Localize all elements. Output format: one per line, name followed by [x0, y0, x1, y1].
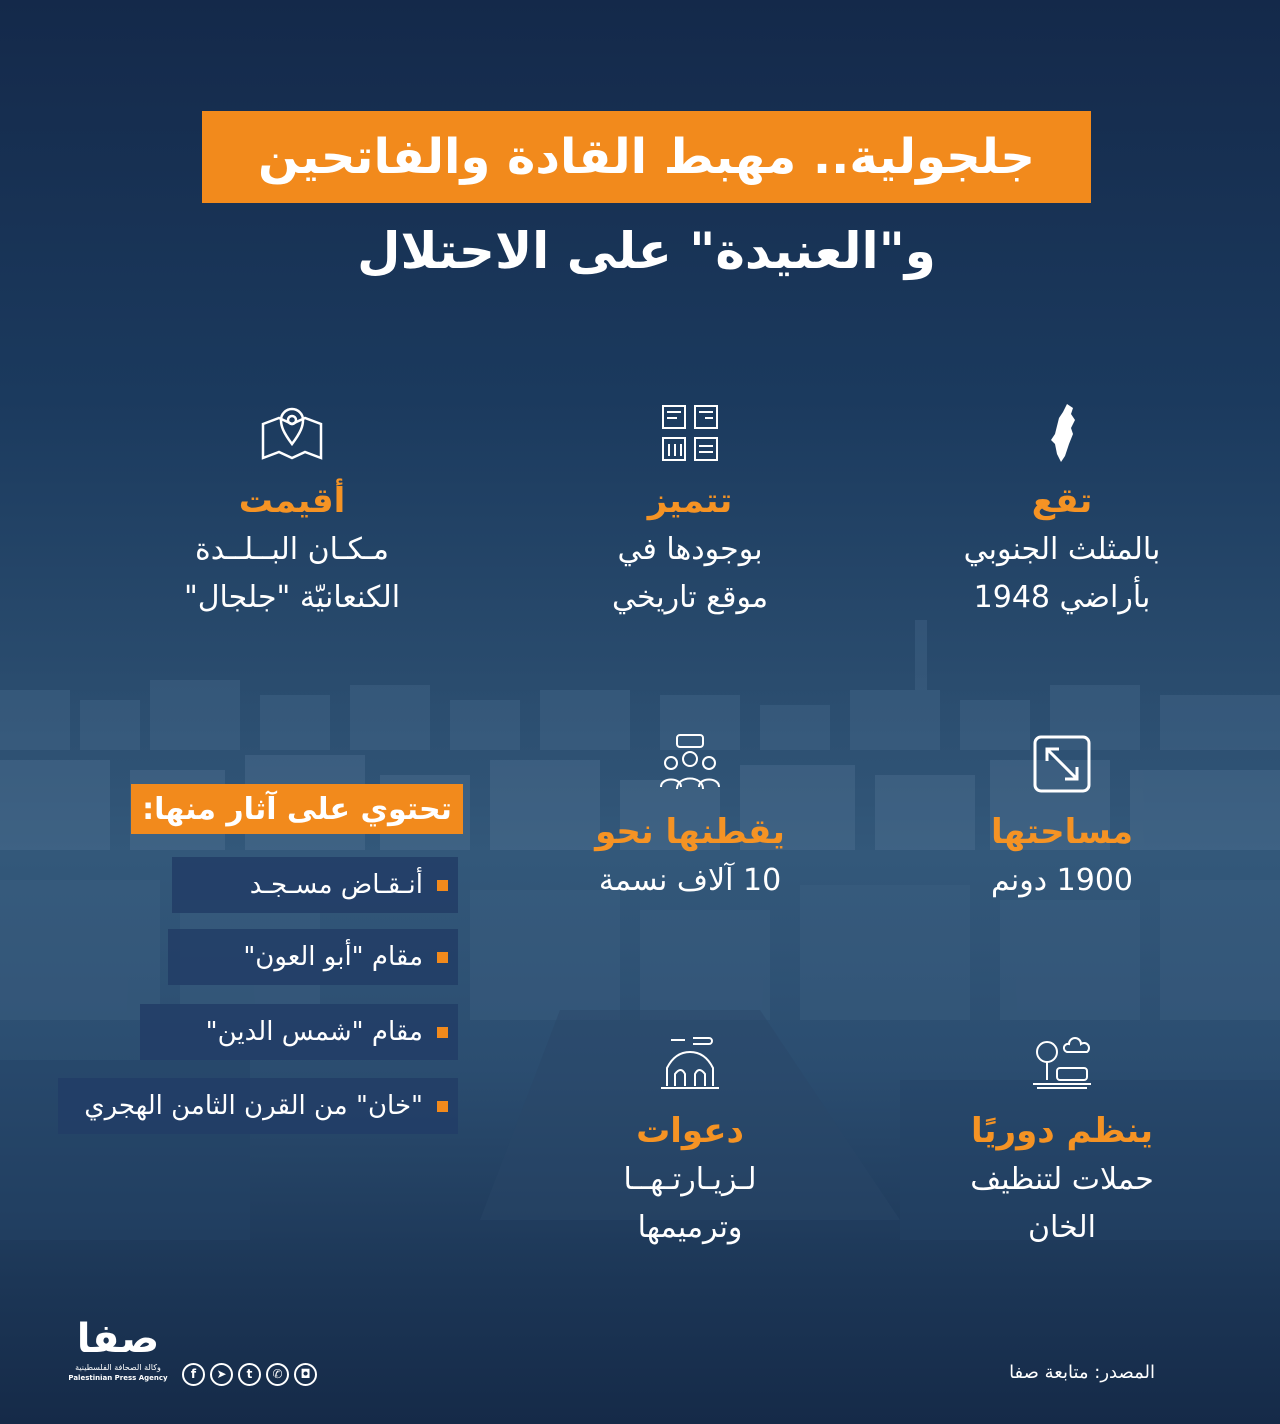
- map-pin-icon: [259, 400, 325, 466]
- feature-desc: لـزيـارتـهــا وترميمها: [623, 1162, 757, 1245]
- antiquities-item-text: مقام "شمس الدين": [205, 1017, 423, 1047]
- feature-title: أقيمت: [238, 481, 346, 521]
- historic-site-icon: [657, 400, 723, 466]
- population-icon: [657, 731, 723, 797]
- feature-title: دعوات: [636, 1111, 744, 1151]
- feature-desc: 1900 دونم: [990, 863, 1134, 898]
- antiquities-item-text: مقام "أبو العون": [243, 942, 423, 972]
- feature-title: تقع: [1031, 481, 1093, 521]
- feature-desc: بوجودها في موقع تاريخي: [611, 532, 769, 615]
- logo-text: صفا: [76, 1316, 160, 1362]
- antiquities-item: [140, 1004, 458, 1060]
- feature-founded: [122, 400, 462, 622]
- feature-area: [892, 731, 1232, 905]
- safa-logo: [62, 1316, 174, 1390]
- feature-location: [892, 400, 1232, 622]
- feature-cleanup: [892, 1030, 1232, 1252]
- subtitle: و"العنيدة" على الاحتلال: [357, 222, 936, 280]
- tumblr-icon[interactable]: t: [238, 1363, 261, 1386]
- feature-title: يقطنها نحو: [595, 812, 785, 852]
- antiquities-item: [172, 857, 458, 913]
- antiquities-item: [58, 1078, 458, 1134]
- feature-desc: مـكـان البــلــدة الكنعانيّة "جلجال": [183, 532, 401, 615]
- antiquities-item: [168, 929, 458, 985]
- telegram-icon[interactable]: ➤: [210, 1363, 233, 1386]
- cleanup-icon: [1029, 1030, 1095, 1096]
- whatsapp-icon[interactable]: ✆: [266, 1363, 289, 1386]
- antiquities-item-text: "خان" من القرن الثامن الهجري: [84, 1091, 423, 1121]
- feature-title: ينظم دوريًا: [971, 1111, 1153, 1151]
- village-visit-icon: [657, 1030, 723, 1096]
- instagram-icon[interactable]: ◘: [294, 1363, 317, 1386]
- feature-population: [520, 731, 860, 905]
- bullet-icon: [437, 952, 448, 963]
- antiquities-title: تحتوي على آثار منها:: [131, 784, 463, 834]
- feature-desc: 10 آلاف نسمة: [598, 863, 782, 898]
- main-title: جلجولية.. مهبط القادة والفاتحين: [202, 111, 1091, 203]
- feature-invitations: [520, 1030, 860, 1252]
- feature-title: مساحتها: [990, 812, 1133, 852]
- area-arrows-icon: [1029, 731, 1095, 797]
- bullet-icon: [437, 880, 448, 891]
- bullet-icon: [437, 1027, 448, 1038]
- feature-desc: حملات لتنظيف الخان: [970, 1162, 1154, 1245]
- feature-title: تتميز: [647, 481, 733, 521]
- palestine-map-icon: [1029, 400, 1095, 466]
- agency-name-en: Palestinian Press Agency: [68, 1374, 168, 1382]
- agency-name-ar: وكالة الصحافة الفلسطينية: [75, 1363, 161, 1372]
- bullet-icon: [437, 1101, 448, 1112]
- feature-desc: بالمثلث الجنوبي بأراضي 1948: [963, 532, 1161, 615]
- facebook-icon[interactable]: f: [182, 1363, 205, 1386]
- source-credit: المصدر: متابعة صفا: [1009, 1362, 1155, 1383]
- feature-history: [520, 400, 860, 622]
- antiquities-item-text: أنـقـاض مسـجـد: [249, 870, 423, 900]
